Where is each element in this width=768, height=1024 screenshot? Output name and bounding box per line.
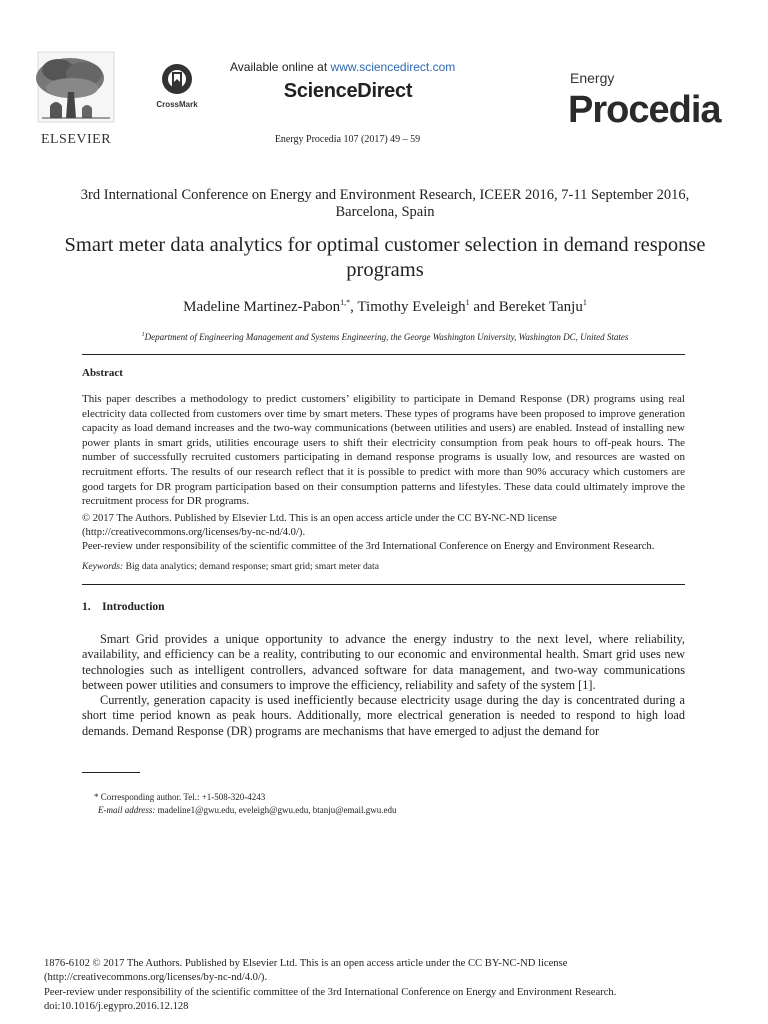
available-prefix: Available online at bbox=[230, 60, 331, 74]
license-link[interactable]: (http://creativecommons.org/licenses/by-nc-nd/4.0/). bbox=[82, 527, 306, 539]
affiliation bbox=[60, 332, 710, 342]
conference-name: 3rd International Conference on Energy and Environment Research, ICEER 2016, 7-11 September 2016, Barcelona, Spain bbox=[80, 187, 690, 220]
divider bbox=[82, 584, 685, 585]
author-name: Bereket Tanju bbox=[498, 299, 583, 315]
corresponding-author: * Corresponding author. Tel.: +1-508-320-4243 bbox=[94, 792, 266, 802]
author-list bbox=[60, 298, 710, 316]
divider bbox=[82, 354, 685, 355]
author-name: Timothy Eveleigh bbox=[357, 299, 466, 315]
author-sup: 1,* bbox=[340, 298, 351, 307]
author-sep: , bbox=[350, 299, 358, 315]
elsevier-wordmark: ELSEVIER bbox=[40, 132, 112, 147]
copyright-notice bbox=[82, 512, 685, 555]
journal-logo-top: Energy bbox=[570, 70, 615, 86]
abstract-heading: Abstract bbox=[82, 367, 123, 379]
copyright-line: © 2017 The Authors. Published by Elsevier Ltd. This is an open access article under the CC BY-NC-ND license bbox=[82, 513, 557, 524]
crossmark-label: CrossMark bbox=[156, 100, 198, 109]
paragraph: Currently, generation capacity is used inefficiently because electricity usage during the day is concentrated during a short time period known as peak hours. Additionally, more electrical generation is needed to respond to high load demands. Demand Response (DR) programs are mechanisms that have emerged to adjust the demand for bbox=[82, 693, 685, 738]
peer-review: Peer-review under responsibility of the scientific committee of the 3rd International Conference on Energy and Environment Research. bbox=[44, 986, 617, 998]
issn-copyright: 1876-6102 © 2017 The Authors. Published by Elsevier Ltd. This is an open access article under the CC BY-NC-ND license bbox=[44, 958, 568, 969]
keywords-text: Big data analytics; demand response; smart grid; smart meter data bbox=[123, 561, 379, 572]
author-name: Madeline Martinez-Pabon bbox=[183, 299, 341, 315]
paragraph: Smart Grid provides a unique opportunity to advance the energy industry to the next level, where reliability, availability, and efficiency can be a reality, contributing to our economic and environmental health. Smart grid uses new technologies such as intelligent controllers, advanced software for data management, and two-way communications between power utilities and consumers to improve the efficiency, reliability and safety of the system [1]. bbox=[82, 632, 685, 692]
author-sup: 1 bbox=[465, 298, 470, 307]
affiliation-text: Department of Engineering Management and Systems Engineering, the George Washington University, Washington DC, United States bbox=[144, 332, 629, 342]
journal-reference: Energy Procedia 107 (2017) 49 – 59 bbox=[274, 134, 421, 145]
author-sep: and bbox=[469, 299, 499, 315]
email-text: madeline1@gwu.edu, eveleigh@gwu.edu, btanju@email.gwu.edu bbox=[155, 805, 397, 815]
footnote-rule bbox=[82, 772, 140, 773]
author-sup: 1 bbox=[582, 298, 587, 307]
license-link[interactable]: (http://creativecommons.org/licenses/by-nc-nd/4.0/). bbox=[44, 972, 268, 984]
introduction-body bbox=[82, 632, 685, 739]
email-label: E-mail address: bbox=[98, 805, 156, 815]
abstract-body: This paper describes a methodology to predict customers’ eligibility to participate in Demand Response (DR) programs using real electricity data collected from customers over time by smart meters. These types of programs have been proposed to improve generation capacity as load demand increases and the two-way communications (between utilities and users) are enabled. Instead of installing new power plants in smart grids, utilities encourage users to shift their electricity consumption from peak hours to off-peak hours. The number of successfully recruited customers participating in demand response programs is usually low, and resources are wasted on recruitment efforts. The results of our research reflect that it is possible to predict with more than 90% accuracy which customers are good targets for DR program participation based on their consumption patterns and lifestyles. These data could ultimately improve the recruitment process for DR programs. bbox=[82, 393, 685, 508]
crossmark-logo[interactable] bbox=[152, 62, 202, 110]
keywords-label: Keywords: bbox=[82, 561, 124, 572]
bottom-notice bbox=[44, 957, 734, 1014]
keywords bbox=[82, 561, 685, 572]
sciencedirect-wordmark: ScienceDirect bbox=[283, 80, 413, 102]
paper-title: Smart meter data analytics for optimal customer selection in demand response programs bbox=[64, 234, 706, 281]
available-online bbox=[230, 60, 455, 74]
email-addresses bbox=[98, 805, 396, 815]
doi[interactable]: doi:10.1016/j.egypro.2016.12.128 bbox=[44, 1000, 189, 1012]
affiliation-sup: 1 bbox=[141, 332, 145, 338]
journal-logo-main: Procedia bbox=[568, 89, 721, 131]
sciencedirect-link[interactable]: www.sciencedirect.com bbox=[330, 60, 456, 74]
copyright-line: Peer-review under responsibility of the scientific committee of the 3rd International Conference on Energy and Environment Research. bbox=[82, 541, 655, 553]
section-heading: 1. Introduction bbox=[82, 601, 165, 613]
